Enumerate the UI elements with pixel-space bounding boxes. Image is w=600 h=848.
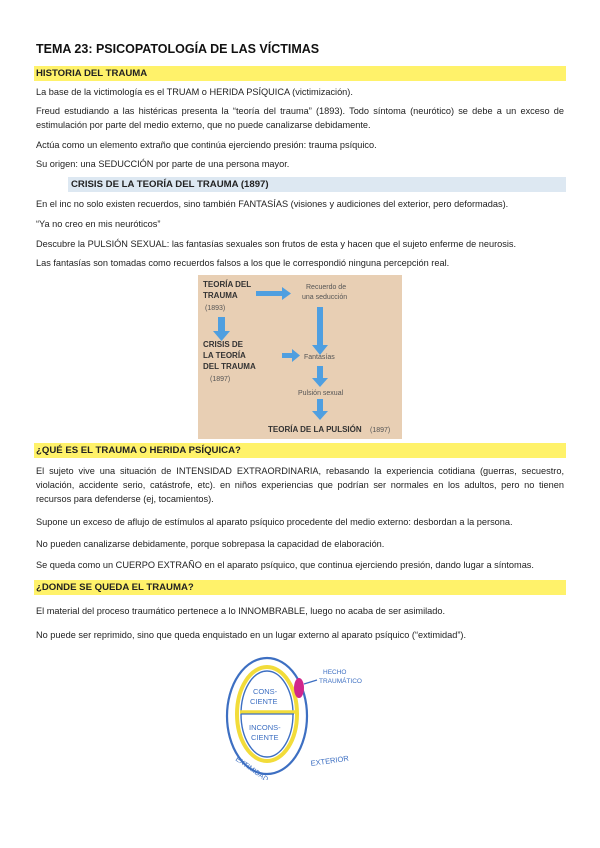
paragraph: “Ya no creo en mis neuróticos” bbox=[36, 219, 161, 229]
sketch-label: EXTERIOR bbox=[310, 753, 350, 768]
diagram-label: LA TEORÍA bbox=[203, 351, 246, 360]
paragraph: Actúa como un elemento extraño que continúa ejerciendo presión: trauma psíquico. bbox=[36, 140, 377, 150]
hecho-traumatico-mark bbox=[294, 678, 304, 698]
paragraph: Supone un exceso de aflujo de estímulos al aparato psíquico procedente del medio externo: desbordan a la persona. bbox=[36, 517, 513, 527]
paragraph: El sujeto vive una situación de INTENSIDAD EXTRAORDINARIA, rebasando la experiencia cotidiana (guerras, secuestro, violación, accidente serio, catástrofe, etc). en niños experiencias que podrían ser normales en los adultos, pero no tienen recursos para defenderse (ej, tocamientos). bbox=[36, 466, 564, 505]
sketch-label: INCONS- bbox=[249, 723, 281, 732]
arrow-right-icon bbox=[256, 291, 282, 296]
diagram-label: (1897) bbox=[370, 427, 391, 434]
paragraph: En el inc no solo existen recuerdos, sino también FANTASÍAS (visiones y audiciones del exterior, pero deformadas). bbox=[36, 199, 509, 209]
arrow-down-icon bbox=[317, 366, 323, 378]
section-heading-donde: ¿DONDE SE QUEDA EL TRAUMA? bbox=[34, 580, 566, 595]
diagram-label: TEORÍA DE LA PULSIÓN bbox=[268, 425, 362, 434]
pointer-line bbox=[304, 680, 317, 684]
paragraph: No puede ser reprimido, sino que queda enquistado en un lugar externo al aparato psíquico (“extimidad”). bbox=[36, 630, 467, 640]
diagram-label: (1893) bbox=[205, 305, 226, 312]
arrow-down-icon bbox=[312, 378, 328, 387]
paragraph: El material del proceso traumático pertenece a lo INNOMBRABLE, luego no acaba de ser asimilado. bbox=[36, 606, 446, 616]
section-heading-historia: HISTORIA DEL TRAUMA bbox=[34, 66, 566, 81]
paragraph: No pueden canalizarse debidamente, porque sobrepasa la capacidad de elaboración. bbox=[36, 539, 385, 549]
paragraph: Freud estudiando a las histéricas presenta la “teoría del trauma” (1893). Todo síntoma (neurótico) se debe a un exceso de estimulación por parte del medio externo, que no puede canalizarse debidamente. bbox=[36, 106, 564, 131]
diagram-label: CRISIS DE bbox=[203, 340, 244, 349]
arrow-right-icon bbox=[282, 353, 292, 358]
diagram-label: TRAUMA bbox=[203, 291, 238, 300]
diagram-label: una seducción bbox=[302, 294, 348, 301]
paragraph: La base de la victimología es el TRUAM o HERIDA PSÍQUICA (victimización). bbox=[36, 87, 353, 97]
diagram-label: Recuerdo de bbox=[306, 284, 347, 291]
arrow-right-icon bbox=[282, 287, 291, 300]
sketch-label: CONS- bbox=[253, 687, 278, 696]
sketch-label: EXTIMIDAD bbox=[233, 755, 270, 780]
arrow-down-icon bbox=[317, 307, 323, 345]
paragraph: Las fantasías son tomadas como recuerdos falsos a los que le correspondió ninguna percepción real. bbox=[36, 258, 450, 268]
sketch-label: HECHO bbox=[323, 669, 347, 676]
page-title: TEMA 23: PSICOPATOLOGÍA DE LAS VÍCTIMAS bbox=[36, 42, 320, 56]
arrow-down-icon bbox=[312, 411, 328, 420]
paragraph: Su origen: una SEDUCCIÓN por parte de una persona mayor. bbox=[36, 159, 290, 169]
arrow-down-icon bbox=[218, 317, 225, 331]
diagram-label: Pulsión sexual bbox=[298, 390, 344, 397]
section-heading-que-es: ¿QUÉ ES EL TRAUMA O HERIDA PSÍQUICA? bbox=[34, 443, 566, 458]
trauma-theory-diagram bbox=[198, 275, 402, 439]
sketch-label: CIENTE bbox=[250, 697, 278, 706]
paragraph: Se queda como un CUERPO EXTRAÑO en el aparato psíquico, que continua ejerciendo presión, dando lugar a síntomas. bbox=[36, 560, 534, 570]
diagram-label: DEL TRAUMA bbox=[203, 362, 256, 371]
section-heading-crisis: CRISIS DE LA TEORÍA DEL TRAUMA (1897) bbox=[68, 177, 566, 192]
diagram-label: TEORÍA DEL bbox=[203, 280, 252, 289]
paragraph: Descubre la PULSIÓN SEXUAL: las fantasías sexuales son frutos de esta y hacen que el sujeto enferme de neurosis. bbox=[36, 239, 517, 249]
sketch-label: TRAUMÁTICO bbox=[319, 678, 362, 685]
psychic-apparatus-sketch bbox=[215, 650, 385, 780]
arrow-right-icon bbox=[292, 349, 300, 362]
arrow-down-icon bbox=[317, 399, 323, 411]
diagram-label: (1897) bbox=[210, 376, 231, 383]
diagram-label: Fantasías bbox=[304, 354, 335, 361]
sketch-label: CIENTE bbox=[251, 733, 279, 742]
